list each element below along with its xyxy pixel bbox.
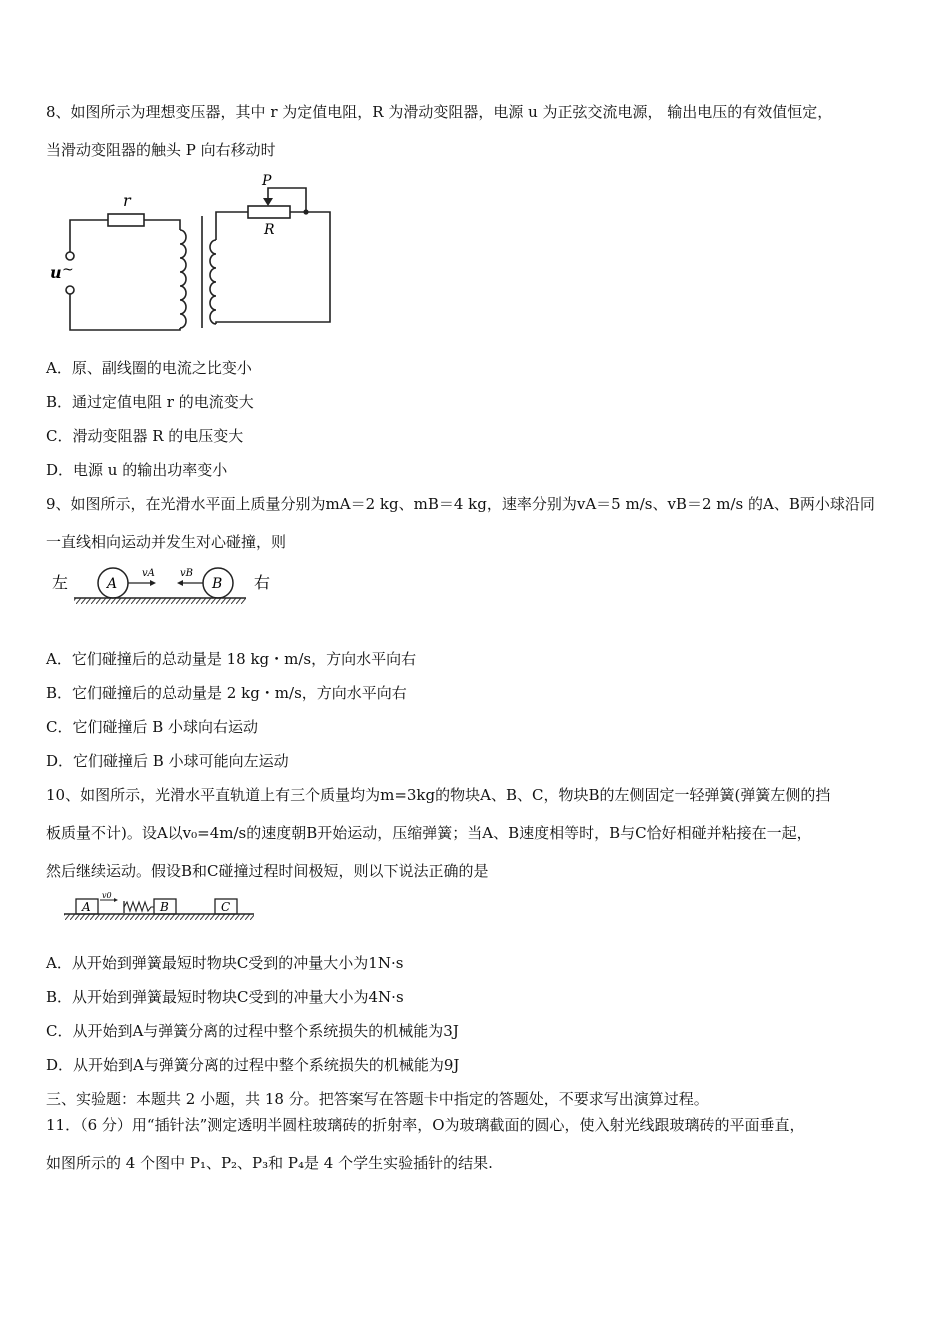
source-ac-symbol: ~ — [62, 262, 74, 278]
block-b-label: B — [160, 900, 169, 914]
resistor-r-label: r — [123, 191, 131, 210]
transformer-circuit-figure — [44, 170, 344, 338]
q10-option-c: C．从开始到A与弹簧分离的过程中整个系统损失的机械能为3J — [46, 1022, 459, 1040]
q8-option-b: B．通过定值电阻 r 的电流变大 — [46, 393, 254, 411]
source-u-label: u — [50, 263, 62, 282]
rheostat-r-label: R — [264, 222, 275, 238]
q10-option-d: D．从开始到A与弹簧分离的过程中整个系统损失的机械能为9J — [46, 1056, 460, 1074]
q10-stem-line3: 然后继续运动。假设B和C碰撞过程时间极短，则以下说法正确的是 — [46, 862, 489, 880]
block-spring-figure — [60, 890, 260, 924]
q9-stem-line2: 一直线相向运动并发生对心碰撞，则 — [46, 533, 287, 551]
q10-stem-line2: 板质量不计)。设A以v₀=4m/s的速度朝B开始运动，压缩弹簧；当A、B速度相等时，B与C恰好相碰并粘接在一起， — [46, 824, 812, 842]
q10-option-a: A．从开始到弹簧最短时物块C受到的冲量大小为1N·s — [46, 954, 404, 972]
block-a-label: A — [82, 900, 91, 914]
q9-option-b: B．它们碰撞后的总动量是 2 kg・m/s，方向水平向右 — [46, 684, 407, 702]
q8-option-d: D．电源 u 的输出功率变小 — [46, 461, 228, 479]
block-c-label: C — [221, 900, 231, 914]
q11-stem-line1: 11．（6 分）用“插针法”测定透明半圆柱玻璃砖的折射率，O为玻璃截面的圆心，使入射光线跟玻璃砖的平面垂直， — [46, 1116, 805, 1134]
q10-option-b: B．从开始到弹簧最短时物块C受到的冲量大小为4N·s — [46, 988, 404, 1006]
velocity-a-label: vA — [142, 568, 155, 579]
q9-option-a: A．它们碰撞后的总动量是 18 kg・m/s，方向水平向右 — [46, 650, 417, 668]
q9-option-d: D．它们碰撞后 B 小球可能向左运动 — [46, 752, 289, 770]
velocity-b-label: vB — [180, 568, 193, 579]
direction-left-label: 左 — [52, 573, 69, 592]
section-three-heading: 三、实验题：本题共 2 小题，共 18 分。把答案写在答题卡中指定的答题处，不要求写出演算过程。 — [46, 1090, 709, 1108]
q8-stem-line2: 当滑动变阻器的触头 P 向右移动时 — [46, 141, 276, 159]
q9-option-c: C．它们碰撞后 B 小球向右运动 — [46, 718, 259, 736]
q8-option-c: C．滑动变阻器 R 的电压变大 — [46, 427, 244, 445]
ball-collision-figure — [46, 562, 286, 612]
q10-stem-line1: 10、如图所示，光滑水平直轨道上有三个质量均为m=3kg的物块A、B、C，物块B的左侧固定一轻弹簧(弹簧左侧的挡 — [46, 786, 831, 804]
ball-b-label: B — [212, 576, 223, 592]
ball-a-label: A — [107, 576, 118, 592]
slider-p-label: P — [262, 173, 272, 189]
q9-stem-line1: 9、如图所示，在光滑水平面上质量分别为mA＝2 kg、mB＝4 kg，速率分别为vA＝5 m/s、vB＝2 m/s 的A、B两小球沿同 — [46, 495, 875, 513]
q8-option-a: A．原、副线圈的电流之比变小 — [46, 359, 252, 377]
q8-stem-line1: 8、如图所示为理想变压器，其中 r 为定值电阻，R 为滑动变阻器，电源 u 为正弦交流电源， 输出电压的有效值恒定， — [46, 103, 833, 121]
velocity-v0-label: v0 — [102, 891, 112, 900]
direction-right-label: 右 — [254, 573, 271, 592]
q11-stem-line2: 如图所示的 4 个图中 P₁、P₂、P₃和 P₄是 4 个学生实验插针的结果. — [46, 1154, 493, 1172]
